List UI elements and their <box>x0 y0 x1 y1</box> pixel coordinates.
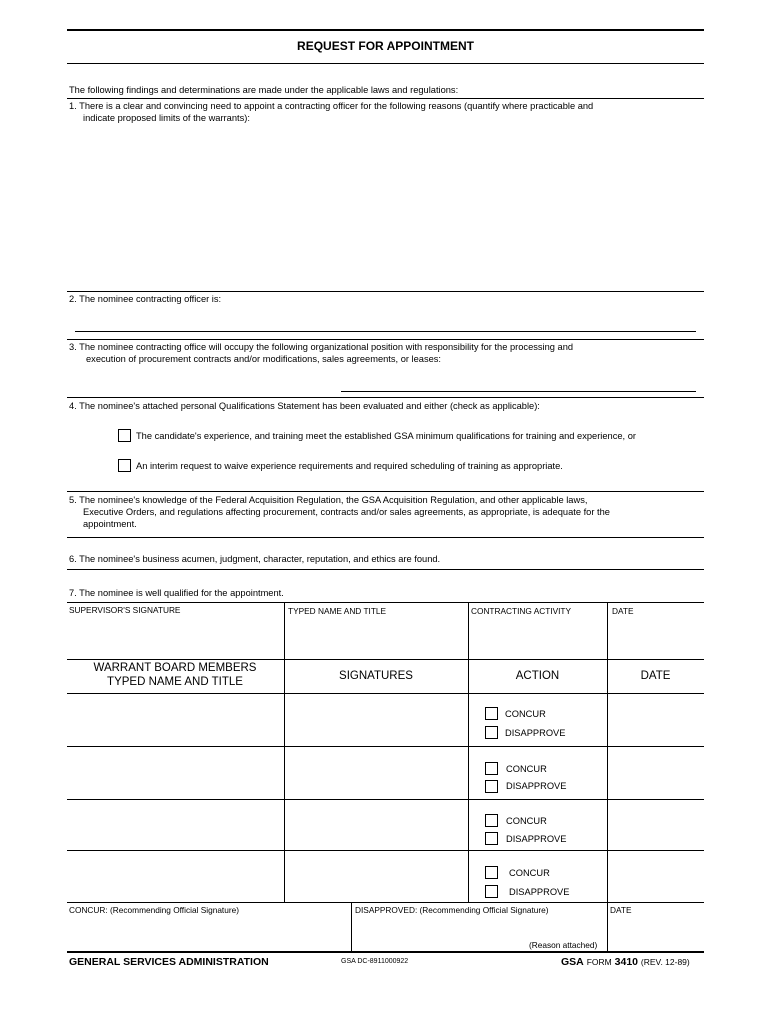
board-members-header <box>67 661 283 689</box>
concur-checkbox[interactable] <box>485 762 498 775</box>
concur-label: CONCUR <box>506 816 547 826</box>
option2-label: An interim request to waive experience requirements and required scheduling of training as appropriate. <box>136 461 563 471</box>
disapprove-label: DISAPPROVE <box>509 887 570 897</box>
item4-text: 4. The nominee's attached personal Qualifications Statement has been evaluated and either (check as applicable): <box>69 401 540 411</box>
disapproved-official-label: DISAPPROVED: (Recommending Official Signature) <box>355 905 549 915</box>
action-header: ACTION <box>515 670 560 682</box>
item5-line2: Executive Orders, and regulations affecting procurement, contracts and/or sales agreements, as appropriate, is adequate for the <box>83 507 610 517</box>
board-row-3 <box>67 800 704 850</box>
concur-checkbox[interactable] <box>485 866 498 879</box>
date-header: DATE <box>640 670 671 682</box>
bottom-col-divider <box>351 902 352 952</box>
concur-label: CONCUR <box>505 709 546 719</box>
option1-checkbox[interactable] <box>118 429 131 442</box>
item1-line1: 1. There is a clear and convincing need to appoint a contracting officer for the following reasons (quantify where practicable and <box>69 101 594 111</box>
concur-official-label: CONCUR: (Recommending Official Signature) <box>69 905 239 915</box>
item1-line2: indicate proposed limits of the warrants): <box>83 113 250 123</box>
board-row-4-rule <box>67 902 704 903</box>
form-code: GSA DC-8911000922 <box>341 958 409 965</box>
form-title: REQUEST FOR APPOINTMENT <box>297 39 474 53</box>
item5-line3: appointment. <box>83 519 137 529</box>
item2-rule <box>67 339 704 340</box>
title-rule <box>67 63 704 64</box>
disapprove-checkbox[interactable] <box>485 832 498 845</box>
item2-answer-line[interactable] <box>75 331 696 332</box>
item5-text <box>69 494 610 530</box>
board-member-name-field[interactable] <box>67 851 283 902</box>
board-members-header-line1: WARRANT BOARD MEMBERS <box>93 662 257 674</box>
item2-text: 2. The nominee contracting officer is: <box>69 294 222 304</box>
board-member-name-field[interactable] <box>67 800 283 850</box>
signatures-header: SIGNATURES <box>339 670 413 682</box>
board-member-date-field[interactable] <box>608 694 703 746</box>
item7-rule <box>67 602 704 603</box>
item3-line2: execution of procurement contracts and/or modifications, sales agreements, or leases: <box>86 354 442 364</box>
board-row-2 <box>67 747 704 799</box>
disapprove-checkbox[interactable] <box>485 780 498 793</box>
contracting-activity-label: CONTRACTING ACTIVITY <box>471 606 572 616</box>
supervisor-date-label: DATE <box>612 606 634 616</box>
form-number-value: 3410 <box>614 956 638 968</box>
concur-label: CONCUR <box>506 764 547 774</box>
col-divider-3 <box>607 602 608 952</box>
board-member-date-field[interactable] <box>608 800 703 850</box>
intro-text: The following findings and determinations are made under the applicable laws and regulations: <box>69 85 459 95</box>
item6-rule <box>67 569 704 570</box>
item5-rule <box>67 537 704 538</box>
board-member-name-field[interactable] <box>67 747 283 799</box>
option2-checkbox[interactable] <box>118 459 131 472</box>
disapprove-checkbox[interactable] <box>485 726 498 739</box>
board-member-signature-field[interactable] <box>285 747 467 799</box>
supervisor-signature-label: SUPERVISOR'S SIGNATURE <box>69 605 181 615</box>
board-member-signature-field[interactable] <box>285 694 467 746</box>
board-member-date-field[interactable] <box>608 851 703 902</box>
form-gsa: GSA <box>561 956 584 968</box>
bottom-date-label: DATE <box>610 905 632 915</box>
concur-label: CONCUR <box>509 868 550 878</box>
item4-rule <box>67 491 704 492</box>
typed-name-label: TYPED NAME AND TITLE <box>288 606 387 616</box>
item7-text: 7. The nominee is well qualified for the appointment. <box>69 588 284 598</box>
supervisor-signature-field[interactable] <box>67 618 283 658</box>
concur-checkbox[interactable] <box>485 707 498 720</box>
form-number <box>561 956 690 968</box>
item3-rule <box>67 397 704 398</box>
contracting-activity-field[interactable] <box>469 618 606 658</box>
col-divider-1 <box>284 602 285 902</box>
disapprove-label: DISAPPROVE <box>506 781 567 791</box>
item1-text <box>69 100 593 124</box>
disapproved-official-signature-field[interactable] <box>353 916 606 938</box>
sig-row-rule <box>67 659 704 660</box>
disapprove-checkbox[interactable] <box>485 885 498 898</box>
supervisor-date-field[interactable] <box>608 618 703 658</box>
option1-label: The candidate's experience, and training meet the established GSA minimum qualifications for training and experience, or <box>136 431 636 441</box>
item3-text <box>69 341 573 365</box>
board-members-header-line2: TYPED NAME AND TITLE <box>107 676 243 688</box>
item5-line1: 5. The nominee's knowledge of the Federal Acquisition Regulation, the GSA Acquisition Regulation, and other applicable laws, <box>69 495 588 505</box>
reason-attached-label: (Reason attached) <box>529 940 598 950</box>
concur-official-signature-field[interactable] <box>67 916 350 950</box>
item1-reasons-field[interactable] <box>67 126 704 290</box>
typed-name-field[interactable] <box>285 618 467 658</box>
disapprove-label: DISAPPROVE <box>506 834 567 844</box>
concur-checkbox[interactable] <box>485 814 498 827</box>
intro-rule <box>67 98 704 99</box>
item3-line1: 3. The nominee contracting office will occupy the following organizational position with responsibility for the processing and <box>69 342 574 352</box>
bottom-date-field[interactable] <box>609 916 703 950</box>
board-member-signature-field[interactable] <box>285 851 467 902</box>
form-word: FORM <box>586 957 612 967</box>
board-row-1 <box>67 694 704 746</box>
top-rule <box>67 29 704 31</box>
board-member-date-field[interactable] <box>608 747 703 799</box>
item3-answer-line[interactable] <box>341 391 696 392</box>
board-member-signature-field[interactable] <box>285 800 467 850</box>
board-member-name-field[interactable] <box>67 694 283 746</box>
item6-text: 6. The nominee's business acumen, judgment, character, reputation, and ethics are found. <box>69 554 441 564</box>
board-row-4 <box>67 851 704 902</box>
footer-rule <box>67 951 704 953</box>
item1-rule <box>67 291 704 292</box>
col-divider-2 <box>468 602 469 902</box>
form-revision: (REV. 12-89) <box>640 957 690 967</box>
agency-name: GENERAL SERVICES ADMINISTRATION <box>69 956 269 968</box>
disapprove-label: DISAPPROVE <box>505 728 566 738</box>
